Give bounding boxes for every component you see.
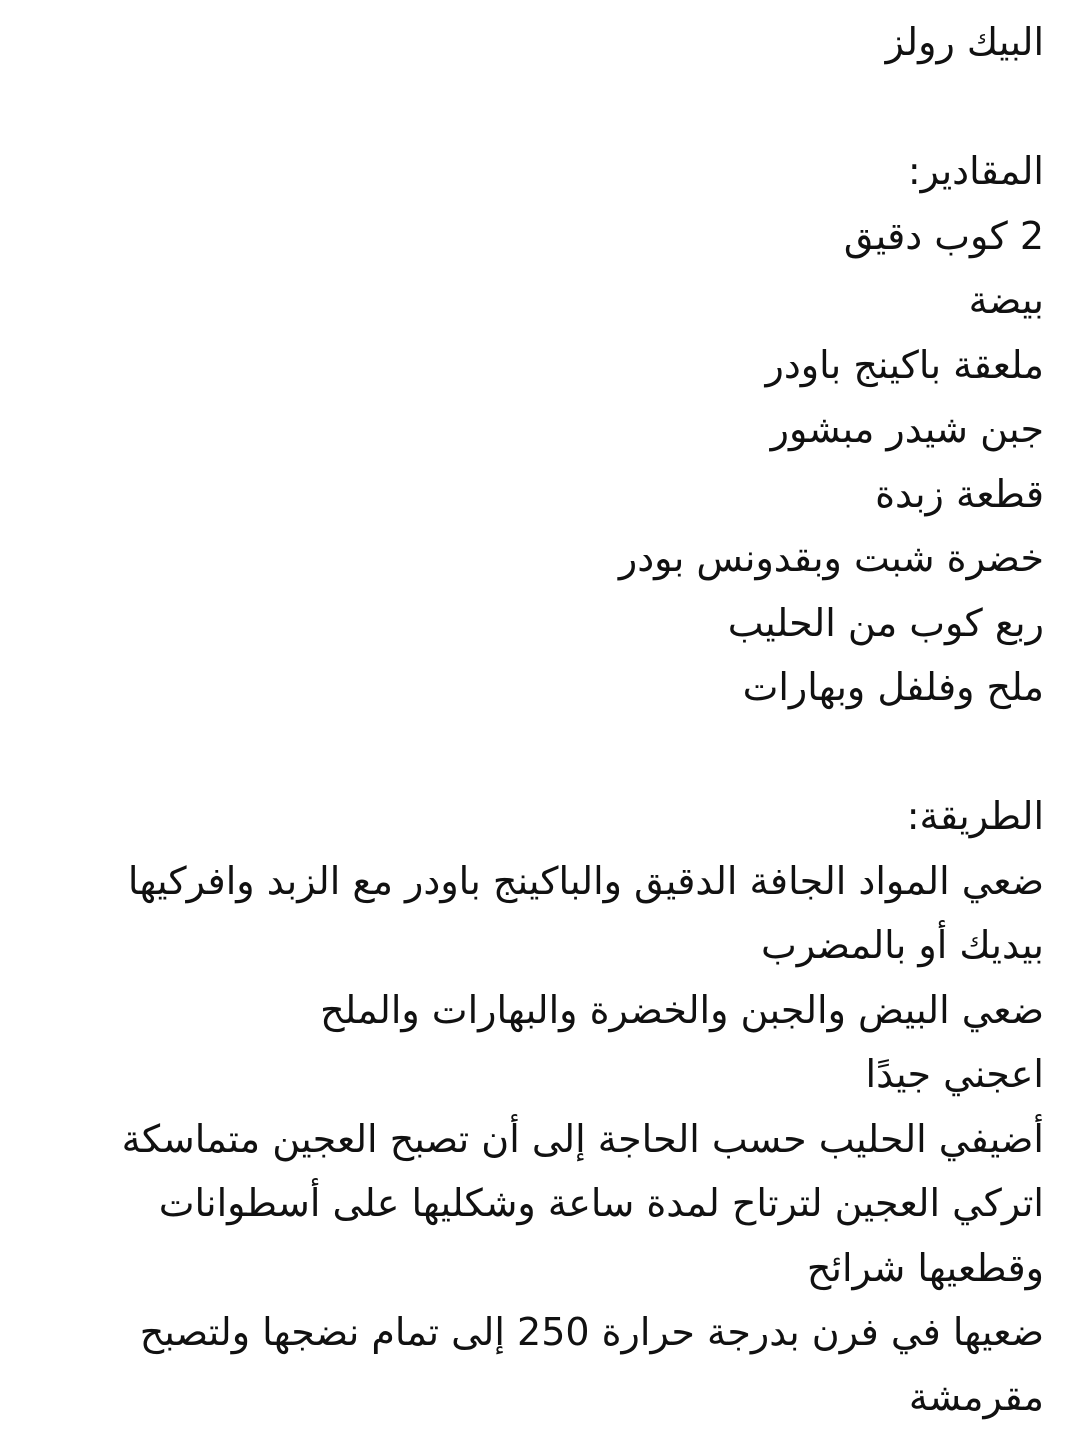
recipe-title: البيك رولز [885, 20, 1044, 64]
method-line: ضعيها في فرن بدرجة حرارة 250 إلى تمام نضجها ولتصبح [139, 1310, 1044, 1354]
ingredient-item: خضرة شبت وبقدونس بودر [618, 536, 1044, 580]
ingredient-item: ملح وفلفل وبهارات [742, 665, 1044, 709]
method-line: مقرمشة [908, 1374, 1044, 1419]
ingredient-item: 2 كوب دقيق [843, 213, 1044, 258]
method-line: ضعي البيض والجبن والخضرة والبهارات والملح [320, 987, 1044, 1032]
method-line: اتركي العجين لترتاح لمدة ساعة وشكليها على أسطوانات [158, 1181, 1044, 1225]
method-line: ضعي المواد الجافة الدقيق والباكينج باودر مع الزبد وافركيها [127, 858, 1044, 903]
spacer [84, 720, 1044, 785]
ingredients-heading: المقادير: [907, 149, 1044, 193]
ingredient-item: ربع كوب من الحليب [727, 600, 1044, 645]
method-heading: الطريقة: [906, 794, 1044, 838]
ingredient-item: بيضة [968, 278, 1044, 322]
method-line: وقطعيها شرائح [806, 1245, 1044, 1290]
ingredient-item: قطعة زبدة [875, 471, 1044, 516]
ingredient-item: ملعقة باكينج باودر [765, 342, 1044, 387]
recipe-document [84, 10, 1044, 1429]
method-line: أضيفي الحليب حسب الحاجة إلى أن تصبح العجين متماسكة [121, 1116, 1044, 1161]
method-line: بيديك أو بالمضرب [760, 923, 1044, 967]
ingredient-item: جبن شيدر مبشور [770, 407, 1044, 451]
spacer [84, 75, 1044, 140]
method-line: اعجني جيدًا [865, 1052, 1044, 1096]
